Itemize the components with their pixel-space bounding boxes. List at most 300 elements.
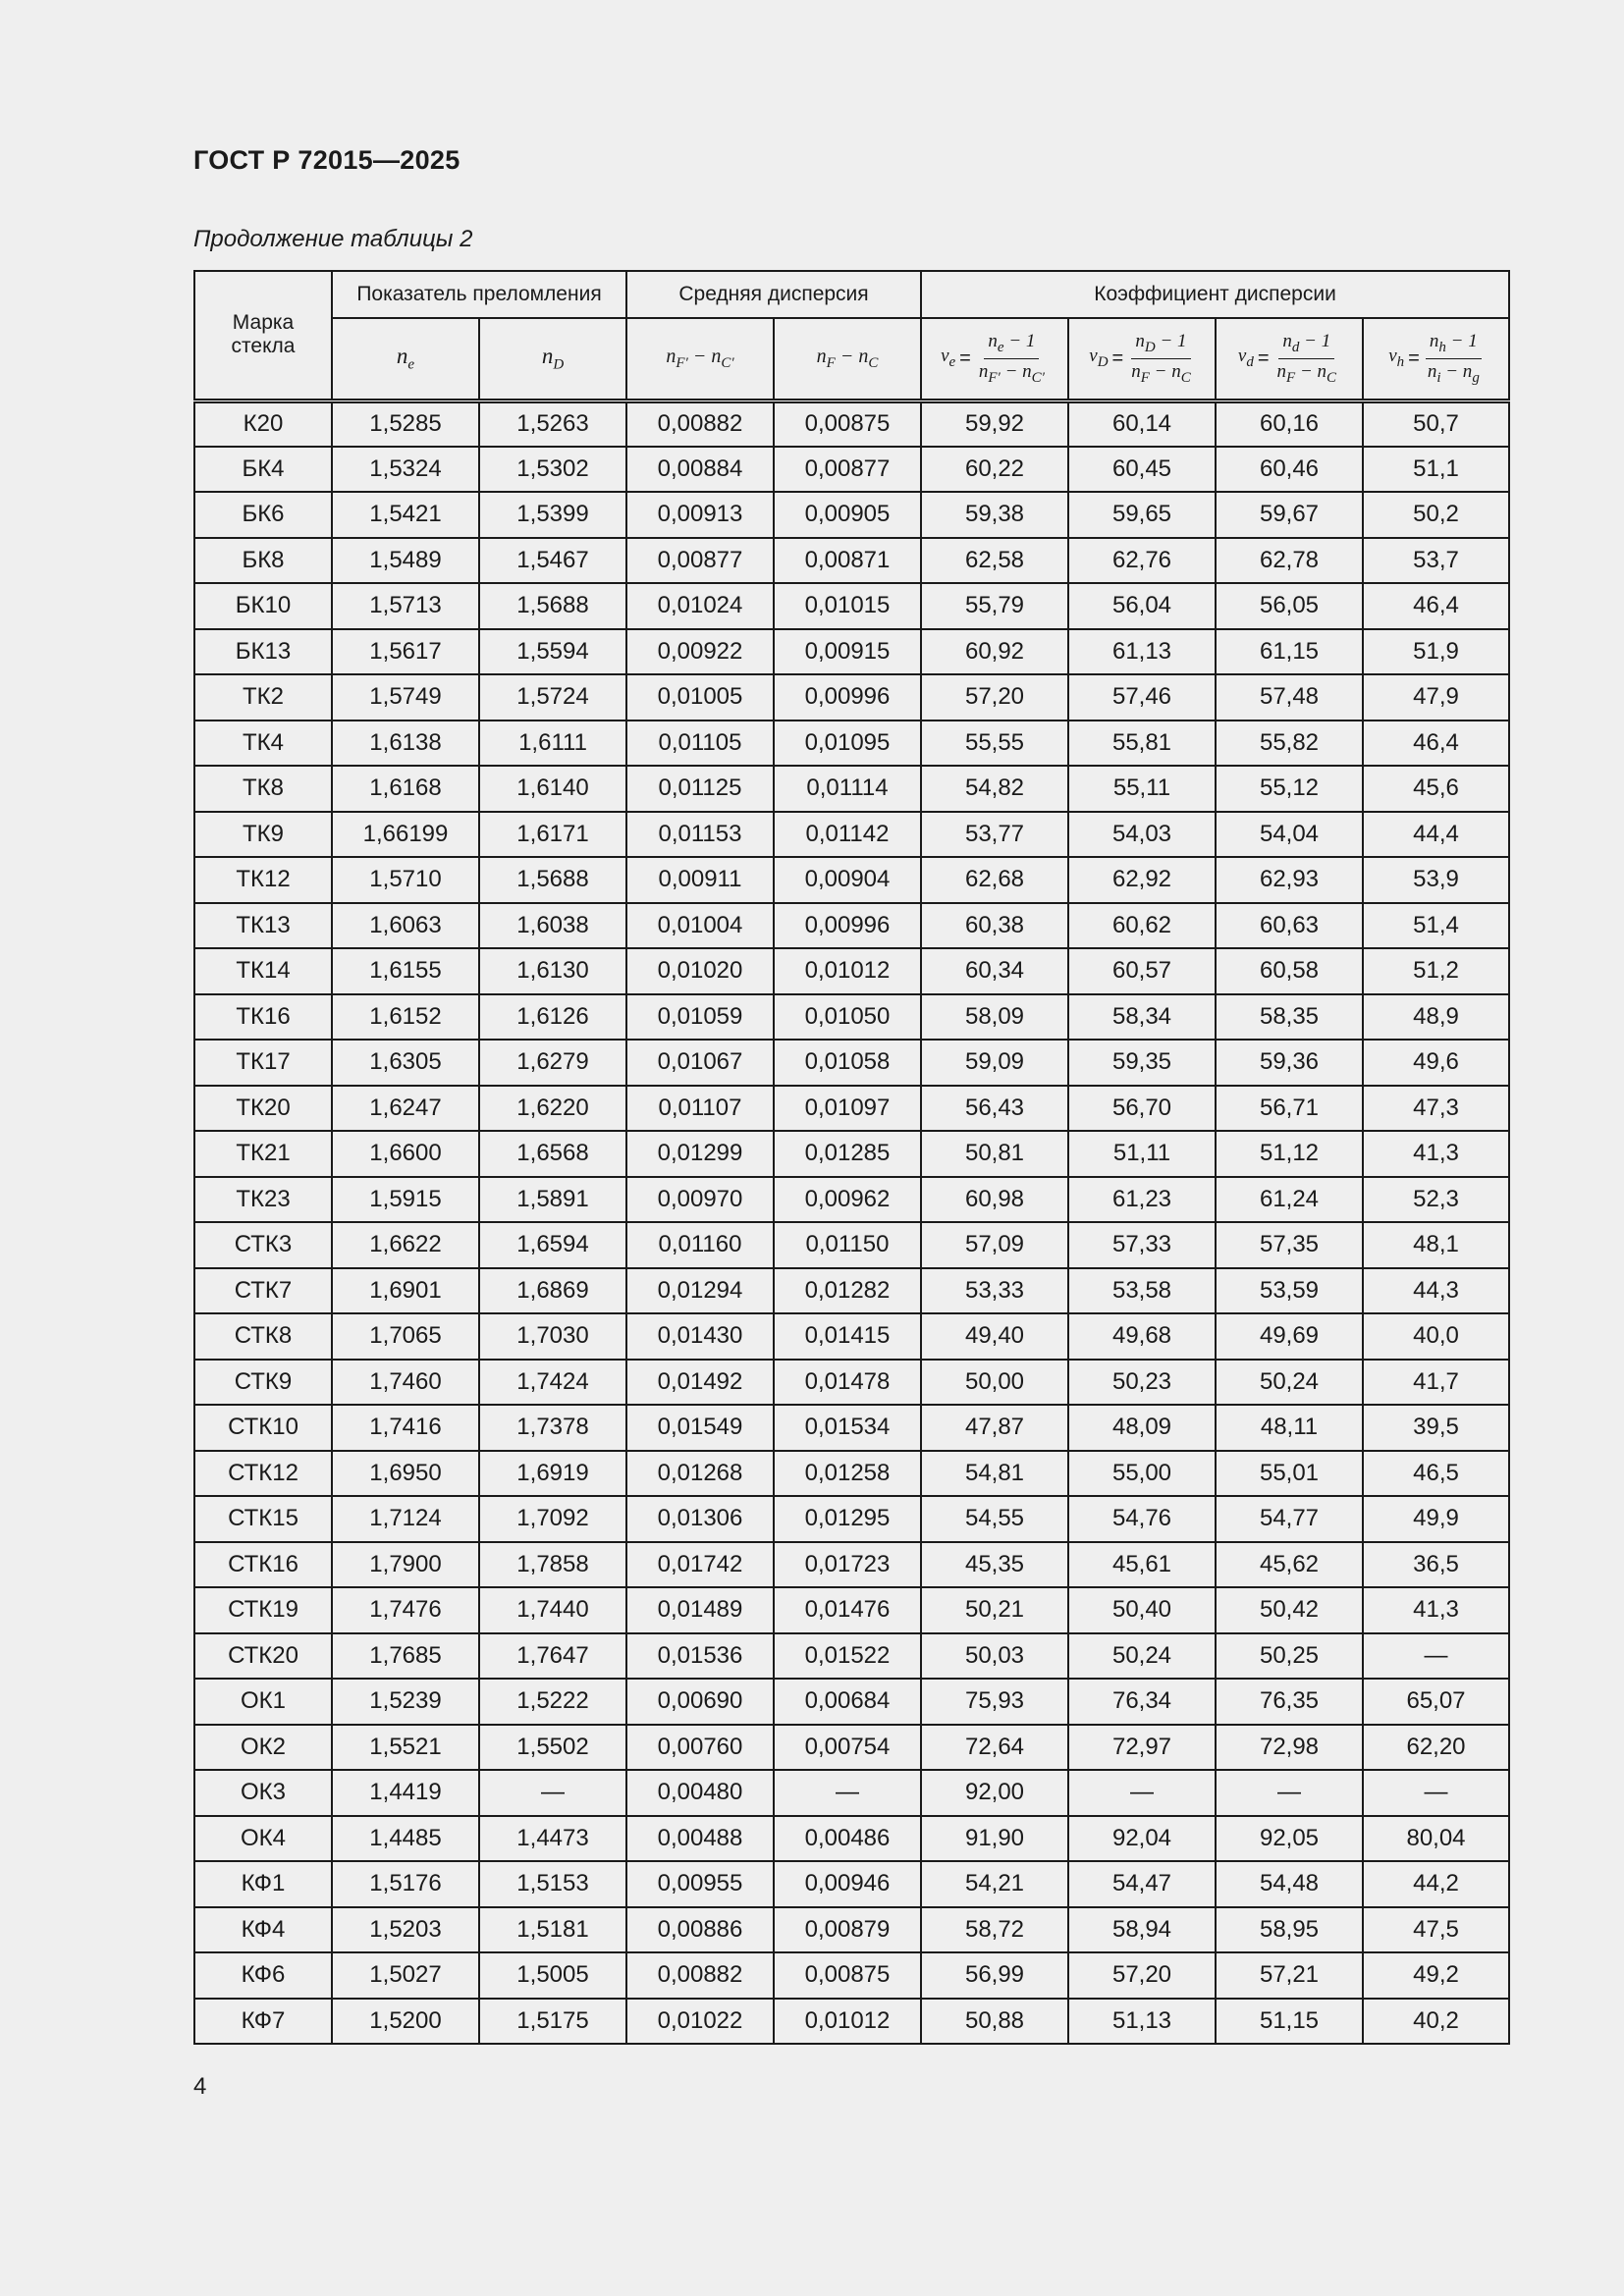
value-cell: 51,13 [1068, 1999, 1216, 2045]
value-cell: 62,92 [1068, 857, 1216, 903]
value-cell: 50,00 [921, 1360, 1068, 1406]
value-cell: 56,04 [1068, 583, 1216, 629]
table-row [194, 447, 1509, 493]
value-cell: 50,24 [1216, 1360, 1363, 1406]
value-cell: 1,6279 [479, 1040, 626, 1086]
value-cell: 1,4419 [332, 1770, 479, 1816]
value-cell: 1,6171 [479, 812, 626, 858]
value-cell: 0,01012 [774, 1999, 921, 2045]
value-cell: 56,71 [1216, 1086, 1363, 1132]
table-row [194, 583, 1509, 629]
value-cell: 0,00879 [774, 1907, 921, 1953]
value-cell: 0,00884 [626, 447, 774, 493]
value-cell: 62,58 [921, 538, 1068, 584]
value-cell: 0,01005 [626, 674, 774, 721]
glass-brand-cell: ТК16 [194, 994, 332, 1041]
value-cell: 46,4 [1363, 583, 1509, 629]
value-cell: 1,6568 [479, 1131, 626, 1177]
table-row [194, 1313, 1509, 1360]
value-cell: 54,47 [1068, 1861, 1216, 1907]
value-cell: 60,63 [1216, 903, 1363, 949]
value-cell: 0,01476 [774, 1587, 921, 1633]
value-cell: 50,81 [921, 1131, 1068, 1177]
value-cell: 54,81 [921, 1451, 1068, 1497]
value-cell: 0,00915 [774, 629, 921, 675]
value-cell: 92,00 [921, 1770, 1068, 1816]
value-cell: 57,35 [1216, 1222, 1363, 1268]
value-cell: 50,21 [921, 1587, 1068, 1633]
table-body [194, 400, 1509, 2044]
value-cell: 0,01549 [626, 1405, 774, 1451]
table-row [194, 994, 1509, 1041]
value-cell: 1,7858 [479, 1542, 626, 1588]
value-cell: 92,05 [1216, 1816, 1363, 1862]
value-cell: 56,99 [921, 1952, 1068, 1999]
value-cell: 1,5222 [479, 1679, 626, 1725]
value-cell: 45,62 [1216, 1542, 1363, 1588]
value-cell: 0,01723 [774, 1542, 921, 1588]
header-n-d: $n_D$ [479, 318, 626, 400]
value-cell: 1,6594 [479, 1222, 626, 1268]
header-v-d-formula: $v_D$ = $\frac{n_D - 1}{n_F - n_C}$ [1068, 318, 1216, 400]
glass-brand-cell: ТК2 [194, 674, 332, 721]
value-cell: 1,6063 [332, 903, 479, 949]
value-cell: 47,3 [1363, 1086, 1509, 1132]
value-cell: 1,6111 [479, 721, 626, 767]
value-cell: 49,68 [1068, 1313, 1216, 1360]
value-cell: 0,00911 [626, 857, 774, 903]
glass-brand-cell: ОК3 [194, 1770, 332, 1816]
value-cell: 49,6 [1363, 1040, 1509, 1086]
value-cell: 60,46 [1216, 447, 1363, 493]
value-cell: 1,5302 [479, 447, 626, 493]
value-cell: 59,67 [1216, 492, 1363, 538]
glass-brand-cell: ОК1 [194, 1679, 332, 1725]
value-cell: 1,7092 [479, 1496, 626, 1542]
value-cell: 1,5467 [479, 538, 626, 584]
table-row [194, 1496, 1509, 1542]
glass-brand-cell: ТК4 [194, 721, 332, 767]
value-cell: 0,00877 [626, 538, 774, 584]
value-cell: 1,6138 [332, 721, 479, 767]
glass-brand-cell: СТК9 [194, 1360, 332, 1406]
value-cell: 1,6155 [332, 948, 479, 994]
value-cell: 62,68 [921, 857, 1068, 903]
value-cell: 1,7685 [332, 1633, 479, 1680]
value-cell: 0,01268 [626, 1451, 774, 1497]
table-row [194, 1907, 1509, 1953]
value-cell: 0,01097 [774, 1086, 921, 1132]
glass-brand-cell: ТК14 [194, 948, 332, 994]
table-row [194, 1587, 1509, 1633]
value-cell: 55,11 [1068, 766, 1216, 812]
table-row [194, 948, 1509, 994]
value-cell: 53,7 [1363, 538, 1509, 584]
value-cell: 60,58 [1216, 948, 1363, 994]
value-cell: 0,01306 [626, 1496, 774, 1542]
value-cell: 1,7378 [479, 1405, 626, 1451]
value-cell: 56,05 [1216, 583, 1363, 629]
value-cell: 48,11 [1216, 1405, 1363, 1451]
table-row [194, 1405, 1509, 1451]
value-cell: 1,7460 [332, 1360, 479, 1406]
value-cell: 1,5594 [479, 629, 626, 675]
glass-brand-cell: КФ6 [194, 1952, 332, 1999]
value-cell: 0,01742 [626, 1542, 774, 1588]
value-cell: 48,1 [1363, 1222, 1509, 1268]
value-cell: 62,76 [1068, 538, 1216, 584]
table-row [194, 1861, 1509, 1907]
value-cell: 50,23 [1068, 1360, 1216, 1406]
value-cell: 0,01050 [774, 994, 921, 1041]
value-cell: 57,33 [1068, 1222, 1216, 1268]
glass-brand-cell: СТК16 [194, 1542, 332, 1588]
value-cell: 53,33 [921, 1268, 1068, 1314]
value-cell: 0,01478 [774, 1360, 921, 1406]
value-cell: 0,01142 [774, 812, 921, 858]
value-cell: 1,4473 [479, 1816, 626, 1862]
value-cell: 1,5521 [332, 1725, 479, 1771]
value-cell: 1,7065 [332, 1313, 479, 1360]
value-cell: 60,62 [1068, 903, 1216, 949]
value-cell: 0,00690 [626, 1679, 774, 1725]
value-cell: 48,09 [1068, 1405, 1216, 1451]
table-row [194, 1952, 1509, 1999]
value-cell: 41,3 [1363, 1131, 1509, 1177]
value-cell: 60,22 [921, 447, 1068, 493]
value-cell: 0,00904 [774, 857, 921, 903]
glass-brand-cell: ТК20 [194, 1086, 332, 1132]
value-cell: 57,20 [1068, 1952, 1216, 1999]
value-cell: 39,5 [1363, 1405, 1509, 1451]
value-cell: 45,6 [1363, 766, 1509, 812]
value-cell: 1,5749 [332, 674, 479, 721]
value-cell: 1,7476 [332, 1587, 479, 1633]
value-cell: 0,01294 [626, 1268, 774, 1314]
value-cell: 53,58 [1068, 1268, 1216, 1314]
value-cell: 44,2 [1363, 1861, 1509, 1907]
value-cell: 51,2 [1363, 948, 1509, 994]
value-cell: 0,01282 [774, 1268, 921, 1314]
value-cell: 1,5153 [479, 1861, 626, 1907]
value-cell: 54,04 [1216, 812, 1363, 858]
value-cell: 0,00955 [626, 1861, 774, 1907]
value-cell: 0,01285 [774, 1131, 921, 1177]
value-cell: 41,3 [1363, 1587, 1509, 1633]
glass-brand-cell: К20 [194, 400, 332, 447]
table-row [194, 1816, 1509, 1862]
header-nf-minus-nc: $n_F - n_C$ [774, 318, 921, 400]
table-row [194, 629, 1509, 675]
value-cell: 1,5175 [479, 1999, 626, 2045]
value-cell: 0,01022 [626, 1999, 774, 2045]
glass-brand-cell: СТК10 [194, 1405, 332, 1451]
glass-brand-cell: ТК21 [194, 1131, 332, 1177]
value-cell: 50,42 [1216, 1587, 1363, 1633]
header-n-e: $n_e$ [332, 318, 479, 400]
value-cell: 1,5324 [332, 447, 479, 493]
value-cell: 0,00886 [626, 1907, 774, 1953]
value-cell: 72,98 [1216, 1725, 1363, 1771]
value-cell: 1,5724 [479, 674, 626, 721]
value-cell: 0,00882 [626, 400, 774, 447]
value-cell: 55,82 [1216, 721, 1363, 767]
value-cell: 58,35 [1216, 994, 1363, 1041]
value-cell: 76,35 [1216, 1679, 1363, 1725]
value-cell: — [1068, 1770, 1216, 1816]
value-cell: 1,6901 [332, 1268, 479, 1314]
value-cell: 46,5 [1363, 1451, 1509, 1497]
value-cell: 1,7416 [332, 1405, 479, 1451]
value-cell: 0,01299 [626, 1131, 774, 1177]
value-cell: 1,5688 [479, 857, 626, 903]
value-cell: 47,87 [921, 1405, 1068, 1451]
value-cell: 41,7 [1363, 1360, 1509, 1406]
value-cell: 1,5285 [332, 400, 479, 447]
value-cell: 45,61 [1068, 1542, 1216, 1588]
table-row [194, 492, 1509, 538]
value-cell: 49,9 [1363, 1496, 1509, 1542]
table-row [194, 1268, 1509, 1314]
value-cell: 0,01020 [626, 948, 774, 994]
value-cell: 59,38 [921, 492, 1068, 538]
value-cell: 0,00877 [774, 447, 921, 493]
glass-brand-cell: СТК12 [194, 1451, 332, 1497]
value-cell: 65,07 [1363, 1679, 1509, 1725]
value-cell: 60,38 [921, 903, 1068, 949]
header-glass-brand: Марка стекла [194, 271, 332, 400]
glass-brand-cell: ОК4 [194, 1816, 332, 1862]
value-cell: 1,5176 [332, 1861, 479, 1907]
value-cell: 62,20 [1363, 1725, 1509, 1771]
table-row [194, 1131, 1509, 1177]
value-cell: 1,5027 [332, 1952, 479, 1999]
value-cell: 1,6126 [479, 994, 626, 1041]
value-cell: 0,00875 [774, 400, 921, 447]
value-cell: 60,45 [1068, 447, 1216, 493]
table-row [194, 1086, 1509, 1132]
glass-brand-cell: СТК20 [194, 1633, 332, 1680]
value-cell: 76,34 [1068, 1679, 1216, 1725]
value-cell: 1,6869 [479, 1268, 626, 1314]
header-nf-prime-minus-nc-prime: $n_{F'} - n_{C'}$ [626, 318, 774, 400]
value-cell: 54,76 [1068, 1496, 1216, 1542]
glass-brand-cell: КФ1 [194, 1861, 332, 1907]
value-cell: 1,6305 [332, 1040, 479, 1086]
value-cell: 1,6152 [332, 994, 479, 1041]
value-cell: 0,01492 [626, 1360, 774, 1406]
header-v-e-formula: $v_e$ = $\frac{n_e - 1}{n_{F'} - n_{C'}}$ [921, 318, 1068, 400]
value-cell: 47,9 [1363, 674, 1509, 721]
value-cell: 1,7030 [479, 1313, 626, 1360]
value-cell: 40,2 [1363, 1999, 1509, 2045]
value-cell: 49,40 [921, 1313, 1068, 1360]
value-cell: 0,01295 [774, 1496, 921, 1542]
value-cell: 50,88 [921, 1999, 1068, 2045]
value-cell: 72,97 [1068, 1725, 1216, 1771]
value-cell: 55,00 [1068, 1451, 1216, 1497]
value-cell: 62,93 [1216, 857, 1363, 903]
value-cell: 56,70 [1068, 1086, 1216, 1132]
value-cell: 0,01150 [774, 1222, 921, 1268]
table-row [194, 812, 1509, 858]
value-cell: 1,6600 [332, 1131, 479, 1177]
value-cell: 0,01125 [626, 766, 774, 812]
value-cell: 36,5 [1363, 1542, 1509, 1588]
value-cell: 1,5502 [479, 1725, 626, 1771]
glass-brand-cell: БК6 [194, 492, 332, 538]
value-cell: 1,7124 [332, 1496, 479, 1542]
glass-brand-cell: БК10 [194, 583, 332, 629]
value-cell: — [774, 1770, 921, 1816]
table-row [194, 1360, 1509, 1406]
value-cell: 51,12 [1216, 1131, 1363, 1177]
table-row [194, 1770, 1509, 1816]
value-cell: 1,5200 [332, 1999, 479, 2045]
value-cell: 44,3 [1363, 1268, 1509, 1314]
value-cell: 0,00996 [774, 674, 921, 721]
value-cell: 51,4 [1363, 903, 1509, 949]
value-cell: 0,01534 [774, 1405, 921, 1451]
value-cell: 1,5239 [332, 1679, 479, 1725]
value-cell: 1,6130 [479, 948, 626, 994]
value-cell: 59,92 [921, 400, 1068, 447]
value-cell: 1,5688 [479, 583, 626, 629]
value-cell: 1,7424 [479, 1360, 626, 1406]
value-cell: 59,09 [921, 1040, 1068, 1086]
value-cell: 0,00946 [774, 1861, 921, 1907]
value-cell: 0,00875 [774, 1952, 921, 1999]
value-cell: 1,4485 [332, 1816, 479, 1862]
value-cell: 49,2 [1363, 1952, 1509, 1999]
glass-brand-cell: СТК8 [194, 1313, 332, 1360]
table-row [194, 1542, 1509, 1588]
value-cell: 61,15 [1216, 629, 1363, 675]
value-cell: 0,01258 [774, 1451, 921, 1497]
glass-brand-cell: СТК15 [194, 1496, 332, 1542]
table-row [194, 1633, 1509, 1680]
value-cell: 54,55 [921, 1496, 1068, 1542]
value-cell: 46,4 [1363, 721, 1509, 767]
value-cell: 1,5421 [332, 492, 479, 538]
value-cell: 1,6168 [332, 766, 479, 812]
value-cell: 55,81 [1068, 721, 1216, 767]
value-cell: 0,00905 [774, 492, 921, 538]
value-cell: 57,21 [1216, 1952, 1363, 1999]
value-cell: 0,00922 [626, 629, 774, 675]
value-cell: 80,04 [1363, 1816, 1509, 1862]
value-cell: 0,01160 [626, 1222, 774, 1268]
value-cell: 0,01114 [774, 766, 921, 812]
value-cell: 60,16 [1216, 400, 1363, 447]
table-row [194, 1451, 1509, 1497]
value-cell: 59,35 [1068, 1040, 1216, 1086]
header-dispersion-coefficient: Коэффициент дисперсии [921, 271, 1509, 318]
glass-brand-cell: СТК7 [194, 1268, 332, 1314]
value-cell: 50,2 [1363, 492, 1509, 538]
value-cell: 1,7647 [479, 1633, 626, 1680]
value-cell: 1,5891 [479, 1177, 626, 1223]
value-cell: 0,01105 [626, 721, 774, 767]
value-cell: 0,00882 [626, 1952, 774, 1999]
value-cell: 0,01015 [774, 583, 921, 629]
table-row [194, 903, 1509, 949]
value-cell: 1,6919 [479, 1451, 626, 1497]
value-cell: 51,9 [1363, 629, 1509, 675]
value-cell: 53,77 [921, 812, 1068, 858]
value-cell: 0,00962 [774, 1177, 921, 1223]
value-cell: 51,15 [1216, 1999, 1363, 2045]
table-row [194, 857, 1509, 903]
value-cell: 55,12 [1216, 766, 1363, 812]
value-cell: 1,6950 [332, 1451, 479, 1497]
glass-properties-table [193, 270, 1510, 2045]
value-cell: 1,7900 [332, 1542, 479, 1588]
value-cell: 52,3 [1363, 1177, 1509, 1223]
value-cell: 0,00480 [626, 1770, 774, 1816]
value-cell: 50,7 [1363, 400, 1509, 447]
value-cell: — [1363, 1633, 1509, 1680]
value-cell: 54,77 [1216, 1496, 1363, 1542]
value-cell: 1,5915 [332, 1177, 479, 1223]
glass-brand-cell: ТК9 [194, 812, 332, 858]
value-cell: 61,24 [1216, 1177, 1363, 1223]
value-cell: 54,48 [1216, 1861, 1363, 1907]
value-cell: 0,01067 [626, 1040, 774, 1086]
glass-brand-cell: КФ4 [194, 1907, 332, 1953]
value-cell: 50,03 [921, 1633, 1068, 1680]
value-cell: 0,01058 [774, 1040, 921, 1086]
value-cell: 1,5181 [479, 1907, 626, 1953]
value-cell: 0,01012 [774, 948, 921, 994]
value-cell: 55,01 [1216, 1451, 1363, 1497]
value-cell: 40,0 [1363, 1313, 1509, 1360]
table-caption: Продолжение таблицы 2 [193, 226, 473, 252]
value-cell: 59,65 [1068, 492, 1216, 538]
value-cell: 53,59 [1216, 1268, 1363, 1314]
table-row [194, 1999, 1509, 2045]
header-v-h-formula: $v_h$ = $\frac{n_h - 1}{n_i - n_g}$ [1363, 318, 1509, 400]
value-cell: 0,01095 [774, 721, 921, 767]
value-cell: 1,6622 [332, 1222, 479, 1268]
value-cell: — [479, 1770, 626, 1816]
glass-brand-cell: ТК8 [194, 766, 332, 812]
value-cell: 1,5489 [332, 538, 479, 584]
glass-brand-cell: СТК19 [194, 1587, 332, 1633]
value-cell: 0,00684 [774, 1679, 921, 1725]
value-cell: 0,01153 [626, 812, 774, 858]
glass-brand-cell: ТК12 [194, 857, 332, 903]
value-cell: 0,01489 [626, 1587, 774, 1633]
value-cell: 1,5399 [479, 492, 626, 538]
document-title: ГОСТ Р 72015—2025 [193, 145, 460, 175]
value-cell: 0,00970 [626, 1177, 774, 1223]
value-cell: 1,5005 [479, 1952, 626, 1999]
value-cell: 0,00486 [774, 1816, 921, 1862]
glass-brand-cell: ТК17 [194, 1040, 332, 1086]
value-cell: 49,69 [1216, 1313, 1363, 1360]
table-row [194, 674, 1509, 721]
value-cell: 1,5203 [332, 1907, 479, 1953]
table-row [194, 1679, 1509, 1725]
value-cell: 1,6038 [479, 903, 626, 949]
value-cell: 57,09 [921, 1222, 1068, 1268]
value-cell: 50,40 [1068, 1587, 1216, 1633]
value-cell: 91,90 [921, 1816, 1068, 1862]
table-row [194, 766, 1509, 812]
value-cell: 57,48 [1216, 674, 1363, 721]
value-cell: 47,5 [1363, 1907, 1509, 1953]
